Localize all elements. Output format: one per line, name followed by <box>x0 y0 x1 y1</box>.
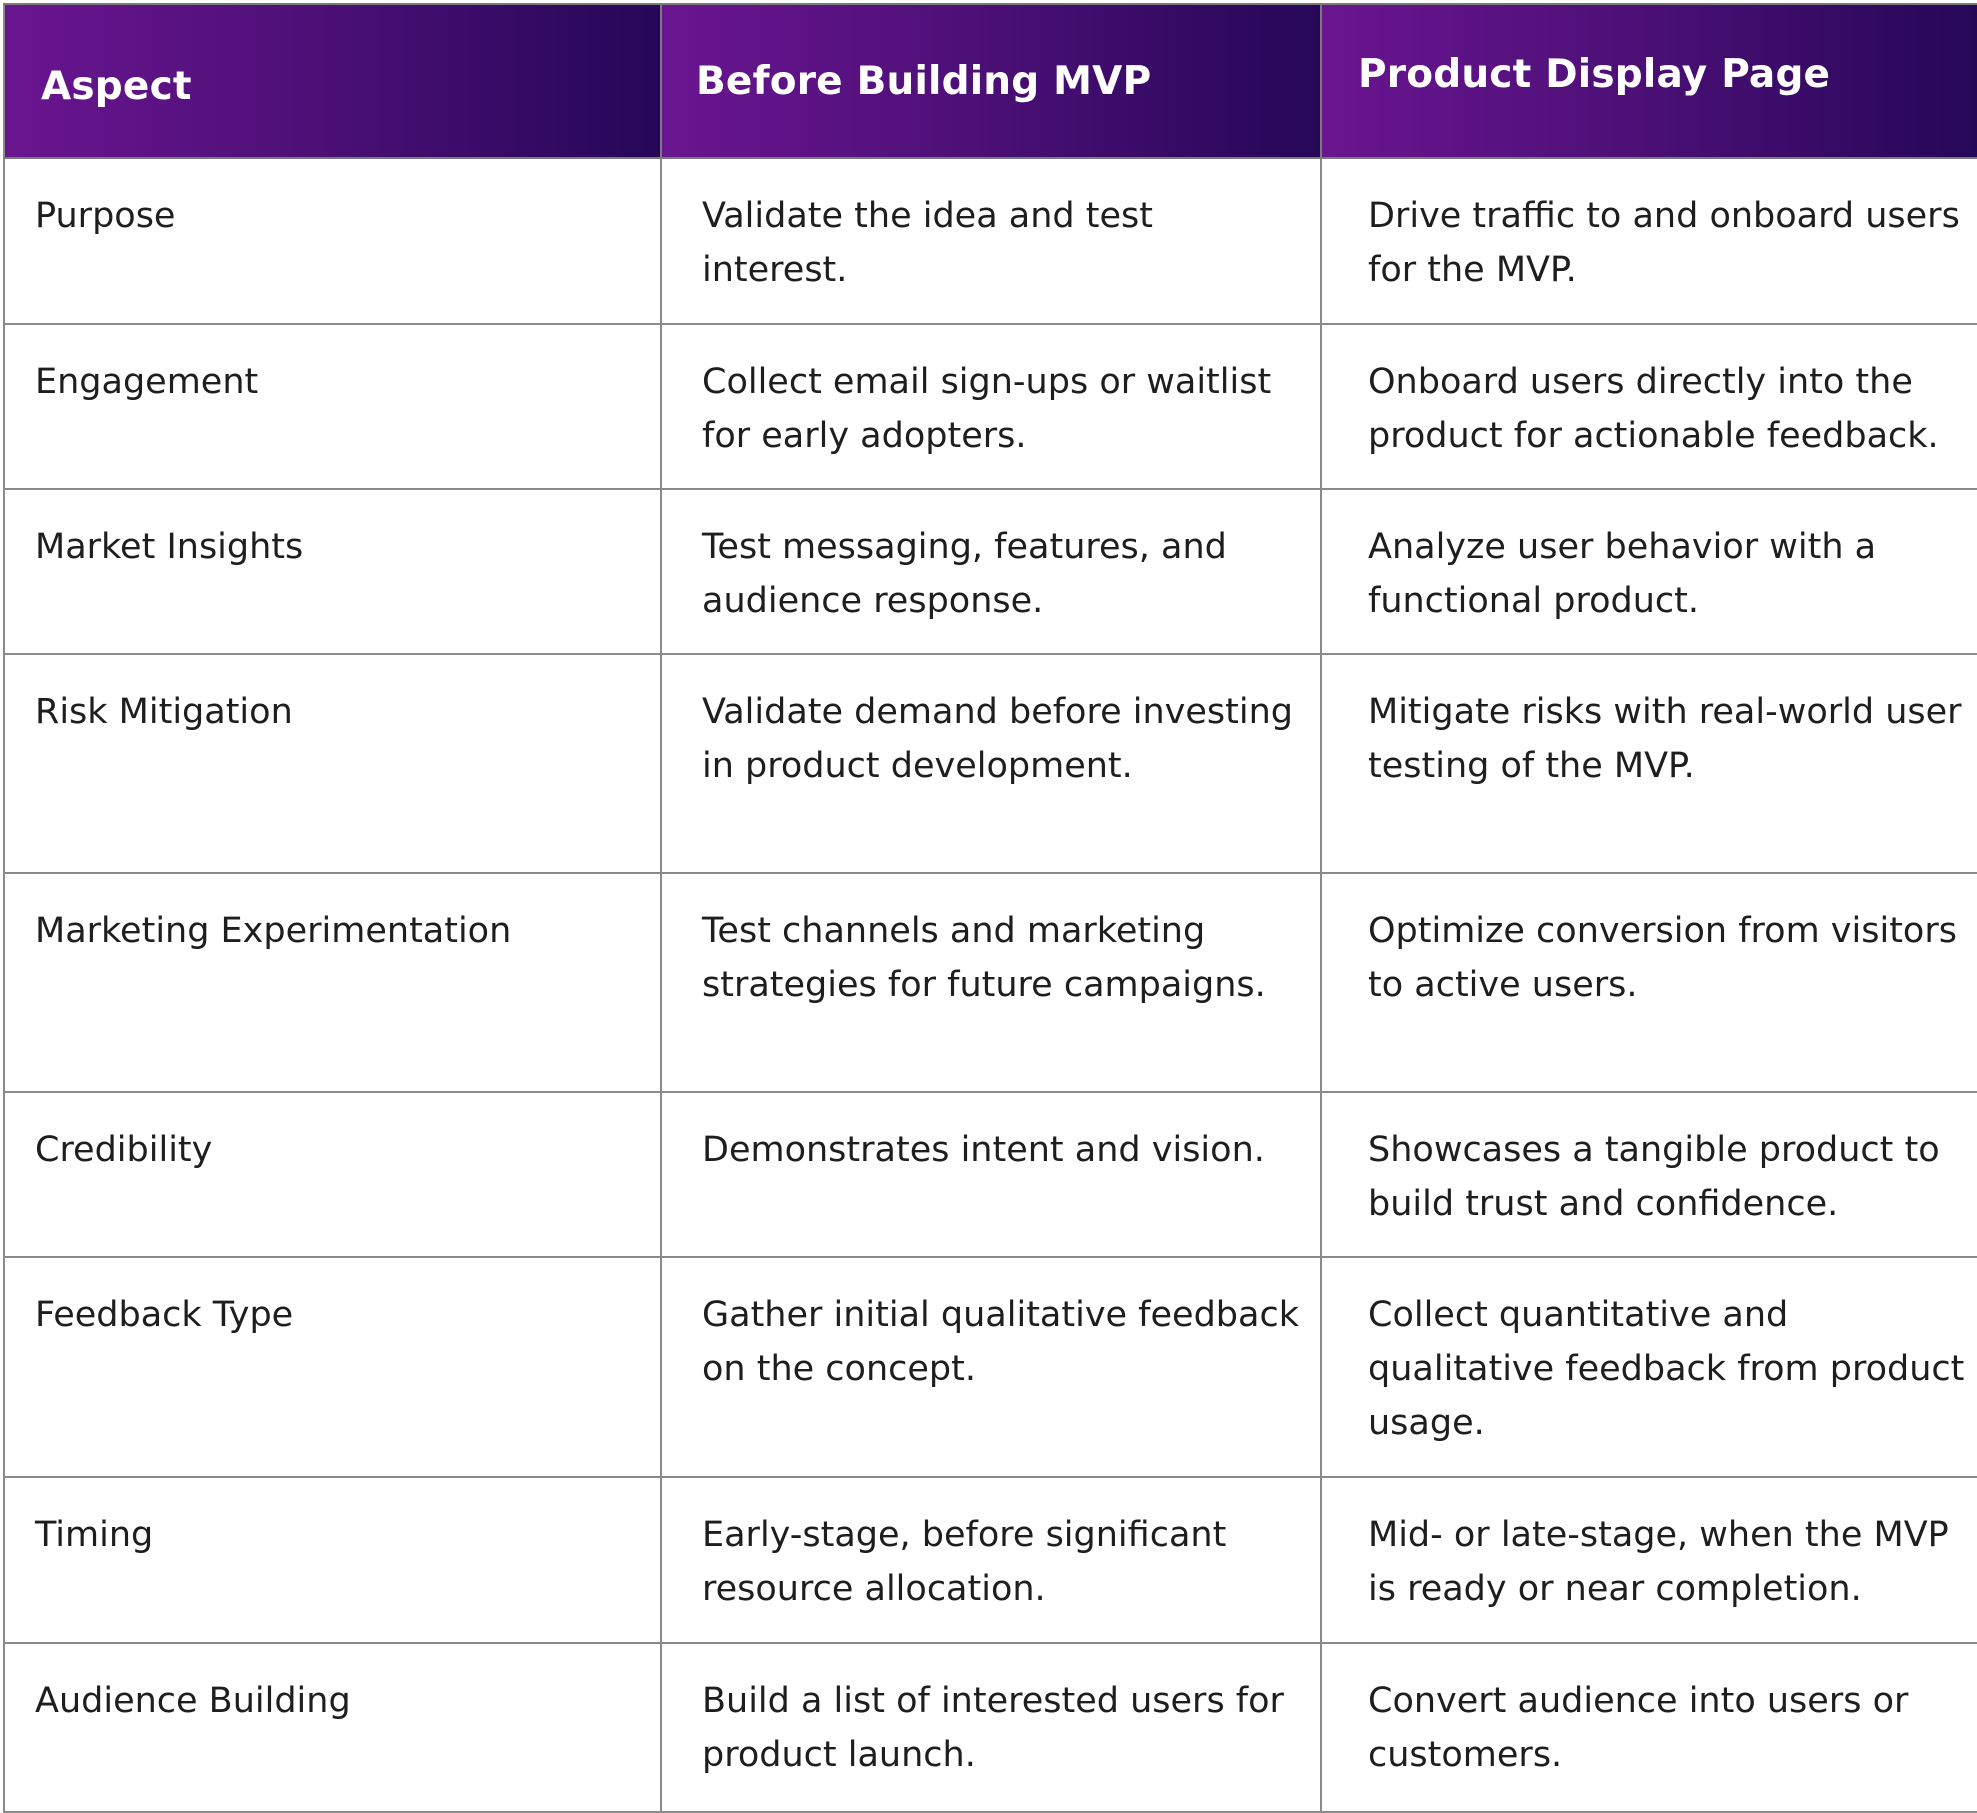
cell-product-display: Showcases a tangible product to build trust and confidence. <box>1321 1092 1977 1257</box>
header-row <box>4 4 1977 158</box>
cell-before-mvp: Collect email sign-ups or waitlist for early adopters. <box>661 324 1321 489</box>
table-row <box>4 1092 1977 1257</box>
cell-product-display: Onboard users directly into the product for actionable feedback. <box>1321 324 1977 489</box>
cell-before-mvp: Build a list of interested users for product launch. <box>661 1643 1321 1812</box>
header-aspect: Aspect <box>4 4 661 158</box>
cell-before-mvp: Test channels and marketing strategies for future campaigns. <box>661 873 1321 1092</box>
cell-aspect: Feedback Type <box>4 1257 661 1477</box>
table-row <box>4 1643 1977 1812</box>
cell-before-mvp: Validate the idea and test interest. <box>661 158 1321 324</box>
cell-aspect: Credibility <box>4 1092 661 1257</box>
table-row <box>4 324 1977 489</box>
cell-before-mvp: Early-stage, before significant resource allocation. <box>661 1477 1321 1643</box>
cell-aspect: Audience Building <box>4 1643 661 1812</box>
table-row <box>4 1257 1977 1477</box>
table-row <box>4 1477 1977 1643</box>
cell-before-mvp: Validate demand before investing in product development. <box>661 654 1321 873</box>
cell-aspect: Purpose <box>4 158 661 324</box>
cell-before-mvp: Gather initial qualitative feedback on the concept. <box>661 1257 1321 1477</box>
cell-product-display: Mitigate risks with real-world user testing of the MVP. <box>1321 654 1977 873</box>
comparison-table <box>3 3 1977 1813</box>
cell-product-display: Convert audience into users or customers. <box>1321 1643 1977 1812</box>
header-before-building-mvp: Before Building MVP <box>661 4 1321 158</box>
cell-before-mvp: Demonstrates intent and vision. <box>661 1092 1321 1257</box>
table-row <box>4 873 1977 1092</box>
cell-before-mvp: Test messaging, features, and audience response. <box>661 489 1321 654</box>
cell-product-display: Mid- or late-stage, when the MVP is ready or near completion. <box>1321 1477 1977 1643</box>
comparison-table-container <box>3 3 1977 1812</box>
cell-product-display: Collect quantitative and qualitative feedback from product usage. <box>1321 1257 1977 1477</box>
cell-aspect: Market Insights <box>4 489 661 654</box>
cell-aspect: Engagement <box>4 324 661 489</box>
cell-aspect: Timing <box>4 1477 661 1643</box>
cell-product-display: Optimize conversion from visitors to active users. <box>1321 873 1977 1092</box>
cell-product-display: Analyze user behavior with a functional product. <box>1321 489 1977 654</box>
cell-aspect: Risk Mitigation <box>4 654 661 873</box>
table-body <box>4 158 1977 1812</box>
cell-aspect: Marketing Experimentation <box>4 873 661 1092</box>
table-row <box>4 158 1977 324</box>
cell-product-display: Drive traffic to and onboard users for the MVP. <box>1321 158 1977 324</box>
header-product-display-page: Product Display Page <box>1321 4 1977 158</box>
table-row <box>4 654 1977 873</box>
table-row <box>4 489 1977 654</box>
table-header <box>4 4 1977 158</box>
